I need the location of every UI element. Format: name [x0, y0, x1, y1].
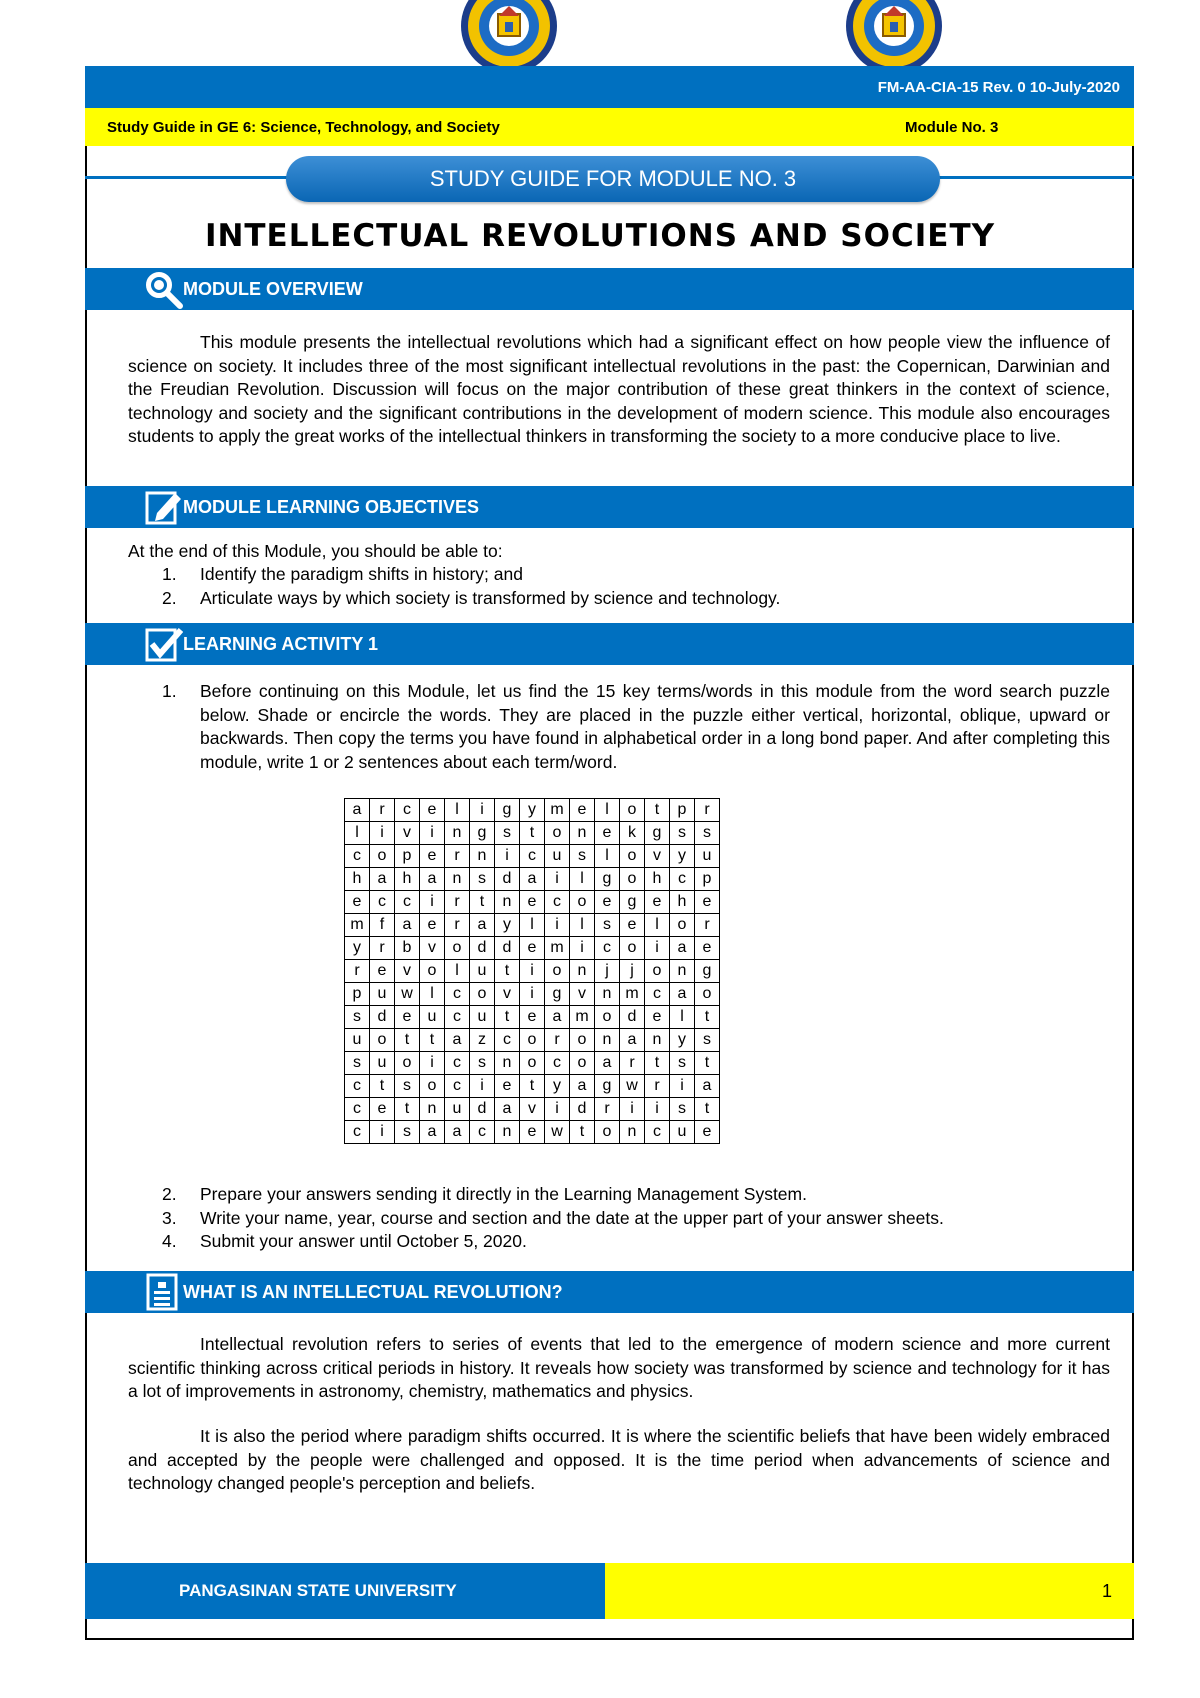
puzzle-cell: i — [645, 1098, 670, 1121]
puzzle-cell: p — [395, 845, 420, 868]
puzzle-cell: a — [595, 1052, 620, 1075]
puzzle-cell: l — [595, 845, 620, 868]
puzzle-cell: t — [420, 1029, 445, 1052]
pencil-note-icon — [143, 487, 183, 527]
puzzle-cell: y — [345, 937, 370, 960]
revolution-paragraph-1: Intellectual revolution refers to series of events that led to the emergence of modern science and more current scientific thinking across critical periods in history. It reveals how society was transformed by science and technology for it has a lot of improvements in astronomy, chemistry, mathematics and physics. — [128, 1334, 1110, 1401]
puzzle-cell: t — [695, 1052, 720, 1075]
puzzle-cell: i — [370, 822, 395, 845]
puzzle-cell: u — [470, 1006, 495, 1029]
puzzle-cell: e — [645, 1006, 670, 1029]
puzzle-cell: a — [420, 1121, 445, 1144]
puzzle-cell: d — [470, 1098, 495, 1121]
puzzle-cell: a — [445, 1029, 470, 1052]
puzzle-cell: r — [695, 914, 720, 937]
puzzle-cell: j — [620, 960, 645, 983]
puzzle-cell: w — [545, 1121, 570, 1144]
puzzle-cell: d — [495, 937, 520, 960]
puzzle-cell: u — [470, 960, 495, 983]
puzzle-cell: s — [395, 1121, 420, 1144]
puzzle-cell: t — [470, 891, 495, 914]
puzzle-cell: y — [670, 1029, 695, 1052]
puzzle-cell: a — [395, 914, 420, 937]
puzzle-cell: y — [545, 1075, 570, 1098]
university-seal-right — [844, 0, 944, 68]
puzzle-cell: e — [620, 914, 645, 937]
puzzle-cell: l — [445, 799, 470, 822]
puzzle-cell: r — [370, 937, 395, 960]
puzzle-cell: r — [620, 1052, 645, 1075]
list-item: 1. Before continuing on this Module, let us find the 15 key terms/words in this module from the word search puzzle below. Shade or encircle the words. They are placed in the puzzle either vertical, horizontal, oblique, upward or backwards. Then copy the terms you have found in alphabetical order in a long bond paper. And after completing this module, write 1 or 2 sentences about each term/word. — [162, 681, 1110, 772]
puzzle-cell: u — [420, 1006, 445, 1029]
puzzle-cell: o — [595, 1006, 620, 1029]
checkbox-icon — [143, 624, 183, 664]
section-activity-header — [85, 623, 1134, 665]
puzzle-row — [345, 799, 720, 822]
puzzle-cell: l — [670, 1006, 695, 1029]
puzzle-cell: u — [370, 1052, 395, 1075]
puzzle-cell: o — [520, 1029, 545, 1052]
puzzle-row — [345, 891, 720, 914]
puzzle-cell: w — [620, 1075, 645, 1098]
puzzle-cell: s — [345, 1052, 370, 1075]
puzzle-cell: c — [645, 983, 670, 1006]
puzzle-cell: t — [395, 1098, 420, 1121]
puzzle-cell: n — [670, 960, 695, 983]
university-seal-left — [459, 0, 559, 68]
banner-line-right — [936, 176, 1134, 179]
puzzle-cell: g — [645, 822, 670, 845]
puzzle-cell: m — [570, 1006, 595, 1029]
puzzle-cell: t — [695, 1098, 720, 1121]
puzzle-cell: s — [595, 914, 620, 937]
puzzle-cell: r — [445, 891, 470, 914]
puzzle-cell: i — [470, 1075, 495, 1098]
puzzle-cell: c — [345, 845, 370, 868]
puzzle-row — [345, 1052, 720, 1075]
puzzle-cell: c — [545, 1052, 570, 1075]
puzzle-row — [345, 868, 720, 891]
header-blue-bar — [85, 66, 1134, 108]
section-overview-header — [85, 268, 1134, 310]
puzzle-cell: o — [570, 1029, 595, 1052]
puzzle-cell: g — [470, 822, 495, 845]
puzzle-cell: i — [470, 799, 495, 822]
puzzle-cell: s — [670, 822, 695, 845]
puzzle-cell: t — [520, 1075, 545, 1098]
puzzle-cell: d — [470, 937, 495, 960]
puzzle-cell: e — [520, 891, 545, 914]
puzzle-cell: h — [395, 868, 420, 891]
puzzle-cell: v — [420, 937, 445, 960]
puzzle-cell: t — [495, 960, 520, 983]
puzzle-cell: g — [595, 1075, 620, 1098]
page-title: INTELLECTUAL REVOLUTIONS AND SOCIETY — [204, 218, 996, 254]
puzzle-cell: v — [570, 983, 595, 1006]
puzzle-cell: e — [695, 937, 720, 960]
puzzle-cell: z — [470, 1029, 495, 1052]
footer-university: PANGASINAN STATE UNIVERSITY — [179, 1581, 457, 1600]
puzzle-cell: v — [395, 822, 420, 845]
puzzle-cell: a — [570, 1075, 595, 1098]
puzzle-cell: s — [670, 1098, 695, 1121]
puzzle-cell: i — [370, 1121, 395, 1144]
puzzle-cell: h — [645, 868, 670, 891]
activity-steps — [128, 1183, 1110, 1254]
puzzle-cell: c — [520, 845, 545, 868]
puzzle-cell: u — [370, 983, 395, 1006]
study-guide-title: Study Guide in GE 6: Science, Technology, and Society — [107, 119, 500, 136]
module-number: Module No. 3 — [905, 119, 999, 136]
puzzle-cell: r — [595, 1098, 620, 1121]
puzzle-row — [345, 822, 720, 845]
puzzle-cell: o — [445, 937, 470, 960]
puzzle-cell: o — [570, 1052, 595, 1075]
page-number: 1 — [1101, 1581, 1112, 1601]
puzzle-cell: n — [420, 1098, 445, 1121]
puzzle-cell: f — [370, 914, 395, 937]
revolution-paragraph-2: It is also the period where paradigm shifts occurred. It is where the scientific beliefs that have been widely embraced and accepted by the people were challenged and opposed. It is the time period when advancements of science and technology changed people's perception and beliefs. — [128, 1426, 1110, 1493]
puzzle-cell: n — [445, 822, 470, 845]
puzzle-cell: e — [495, 1075, 520, 1098]
puzzle-cell: t — [645, 799, 670, 822]
puzzle-cell: l — [570, 868, 595, 891]
puzzle-cell: m — [345, 914, 370, 937]
puzzle-cell: g — [695, 960, 720, 983]
puzzle-row — [345, 1121, 720, 1144]
puzzle-cell: c — [445, 1052, 470, 1075]
puzzle-cell: d — [570, 1098, 595, 1121]
puzzle-row — [345, 845, 720, 868]
puzzle-cell: o — [420, 960, 445, 983]
objectives-list — [128, 563, 1110, 610]
puzzle-row — [345, 983, 720, 1006]
puzzle-cell: k — [620, 822, 645, 845]
puzzle-cell: o — [370, 845, 395, 868]
puzzle-cell: p — [695, 868, 720, 891]
puzzle-cell: t — [570, 1121, 595, 1144]
magnifier-icon — [143, 269, 183, 309]
puzzle-cell: t — [395, 1029, 420, 1052]
puzzle-cell: e — [370, 960, 395, 983]
puzzle-row — [345, 1098, 720, 1121]
puzzle-cell: e — [695, 1121, 720, 1144]
puzzle-cell: n — [570, 960, 595, 983]
puzzle-cell: r — [695, 799, 720, 822]
document-icon — [143, 1272, 183, 1312]
puzzle-cell: e — [395, 1006, 420, 1029]
puzzle-cell: d — [370, 1006, 395, 1029]
puzzle-cell: g — [495, 799, 520, 822]
puzzle-cell: o — [620, 937, 645, 960]
puzzle-row — [345, 1075, 720, 1098]
puzzle-cell: i — [620, 1098, 645, 1121]
puzzle-cell: j — [595, 960, 620, 983]
puzzle-cell: i — [520, 960, 545, 983]
puzzle-cell: n — [570, 822, 595, 845]
puzzle-cell: o — [470, 983, 495, 1006]
puzzle-cell: y — [495, 914, 520, 937]
puzzle-cell: o — [620, 799, 645, 822]
puzzle-cell: o — [520, 1052, 545, 1075]
footer-blue-bar — [85, 1563, 605, 1619]
puzzle-cell: c — [395, 891, 420, 914]
puzzle-cell: l — [595, 799, 620, 822]
puzzle-cell: i — [545, 1098, 570, 1121]
puzzle-cell: c — [345, 1121, 370, 1144]
puzzle-cell: r — [445, 845, 470, 868]
puzzle-cell: s — [670, 1052, 695, 1075]
puzzle-cell: a — [370, 868, 395, 891]
puzzle-cell: s — [470, 1052, 495, 1075]
puzzle-cell: l — [445, 960, 470, 983]
puzzle-cell: m — [620, 983, 645, 1006]
puzzle-cell: e — [695, 891, 720, 914]
puzzle-cell: e — [370, 1098, 395, 1121]
footer-yellow-bar — [605, 1563, 1134, 1619]
puzzle-cell: e — [345, 891, 370, 914]
puzzle-cell: i — [545, 868, 570, 891]
puzzle-row — [345, 960, 720, 983]
puzzle-cell: h — [670, 891, 695, 914]
university-seal-icon — [844, 0, 944, 68]
list-item: 2. Prepare your answers sending it directly in the Learning Management System. — [162, 1184, 807, 1204]
puzzle-cell: n — [445, 868, 470, 891]
puzzle-cell: r — [345, 960, 370, 983]
puzzle-cell: l — [345, 822, 370, 845]
university-seal-icon — [459, 0, 559, 68]
puzzle-cell: n — [495, 1121, 520, 1144]
puzzle-cell: c — [670, 868, 695, 891]
puzzle-cell: e — [520, 937, 545, 960]
puzzle-cell: p — [345, 983, 370, 1006]
puzzle-cell: i — [545, 914, 570, 937]
banner-line-left — [85, 176, 290, 179]
objectives-intro: At the end of this Module, you should be able to: — [128, 541, 503, 561]
puzzle-row — [345, 937, 720, 960]
puzzle-cell: m — [545, 937, 570, 960]
puzzle-cell: s — [395, 1075, 420, 1098]
puzzle-cell: n — [645, 1029, 670, 1052]
puzzle-cell: a — [345, 799, 370, 822]
puzzle-row — [345, 1029, 720, 1052]
puzzle-cell: t — [520, 822, 545, 845]
puzzle-cell: a — [620, 1029, 645, 1052]
puzzle-cell: i — [420, 822, 445, 845]
puzzle-cell: a — [445, 1121, 470, 1144]
puzzle-cell: o — [595, 1121, 620, 1144]
puzzle-cell: p — [670, 799, 695, 822]
puzzle-cell: u — [695, 845, 720, 868]
puzzle-cell: i — [420, 1052, 445, 1075]
puzzle-cell: y — [520, 799, 545, 822]
puzzle-cell: i — [670, 1075, 695, 1098]
puzzle-cell: a — [670, 983, 695, 1006]
puzzle-cell: h — [345, 868, 370, 891]
puzzle-cell: c — [645, 1121, 670, 1144]
puzzle-cell: v — [645, 845, 670, 868]
section-activity-title: LEARNING ACTIVITY 1 — [183, 634, 379, 654]
puzzle-cell: t — [370, 1075, 395, 1098]
puzzle-cell: o — [695, 983, 720, 1006]
puzzle-cell: r — [645, 1075, 670, 1098]
puzzle-cell: u — [345, 1029, 370, 1052]
puzzle-cell: b — [395, 937, 420, 960]
puzzle-cell: d — [495, 868, 520, 891]
puzzle-cell: o — [370, 1029, 395, 1052]
puzzle-cell: o — [545, 822, 570, 845]
form-code: FM-AA-CIA-15 Rev. 0 10-July-2020 — [877, 79, 1120, 96]
puzzle-cell: e — [420, 799, 445, 822]
list-item: 1. Identify the paradigm shifts in history; and — [162, 564, 523, 584]
puzzle-cell: e — [520, 1121, 545, 1144]
puzzle-cell: e — [570, 799, 595, 822]
puzzle-cell: c — [545, 891, 570, 914]
puzzle-cell: e — [595, 891, 620, 914]
puzzle-cell: v — [495, 983, 520, 1006]
puzzle-cell: n — [595, 983, 620, 1006]
puzzle-cell: a — [520, 868, 545, 891]
puzzle-cell: s — [695, 822, 720, 845]
puzzle-cell: s — [345, 1006, 370, 1029]
puzzle-cell: l — [420, 983, 445, 1006]
list-item: 4. Submit your answer until October 5, 2020. — [162, 1231, 527, 1251]
puzzle-cell: r — [545, 1029, 570, 1052]
puzzle-cell: r — [370, 799, 395, 822]
puzzle-cell: l — [520, 914, 545, 937]
puzzle-cell: l — [570, 914, 595, 937]
puzzle-cell: c — [395, 799, 420, 822]
puzzle-cell: e — [420, 914, 445, 937]
puzzle-cell: d — [620, 1006, 645, 1029]
puzzle-cell: g — [545, 983, 570, 1006]
puzzle-cell: s — [570, 845, 595, 868]
puzzle-cell: o — [570, 891, 595, 914]
puzzle-cell: m — [545, 799, 570, 822]
puzzle-cell: t — [645, 1052, 670, 1075]
puzzle-cell: i — [420, 891, 445, 914]
puzzle-cell: i — [570, 937, 595, 960]
puzzle-cell: o — [395, 1052, 420, 1075]
puzzle-cell: o — [670, 914, 695, 937]
puzzle-cell: o — [620, 868, 645, 891]
puzzle-row — [345, 1006, 720, 1029]
puzzle-cell: n — [495, 891, 520, 914]
puzzle-cell: s — [495, 822, 520, 845]
puzzle-cell: c — [345, 1075, 370, 1098]
puzzle-cell: i — [520, 983, 545, 1006]
puzzle-cell: a — [670, 937, 695, 960]
puzzle-cell: c — [445, 1075, 470, 1098]
list-item: 3. Write your name, year, course and section and the date at the upper part of your answer sheets. — [162, 1207, 944, 1228]
puzzle-row — [345, 914, 720, 937]
section-overview-title: MODULE OVERVIEW — [183, 279, 363, 299]
word-search-puzzle — [344, 798, 720, 1144]
puzzle-cell: e — [645, 891, 670, 914]
puzzle-cell: a — [695, 1075, 720, 1098]
puzzle-cell: a — [470, 914, 495, 937]
puzzle-cell: a — [420, 868, 445, 891]
list-item: 2. Articulate ways by which society is transformed by science and technology. — [162, 587, 781, 608]
puzzle-cell: i — [495, 845, 520, 868]
puzzle-cell: r — [445, 914, 470, 937]
puzzle-cell: o — [420, 1075, 445, 1098]
puzzle-cell: v — [520, 1098, 545, 1121]
puzzle-cell: s — [695, 1029, 720, 1052]
puzzle-cell: c — [470, 1121, 495, 1144]
puzzle-cell: w — [395, 983, 420, 1006]
puzzle-cell: c — [445, 1006, 470, 1029]
puzzle-cell: e — [420, 845, 445, 868]
puzzle-cell: a — [545, 1006, 570, 1029]
section-objectives-header — [85, 486, 1134, 528]
section-revolution-header — [85, 1271, 1134, 1313]
puzzle-cell: y — [670, 845, 695, 868]
puzzle-cell: t — [695, 1006, 720, 1029]
puzzle-cell: o — [645, 960, 670, 983]
puzzle-cell: c — [370, 891, 395, 914]
puzzle-cell: g — [620, 891, 645, 914]
puzzle-cell: o — [545, 960, 570, 983]
puzzle-cell: c — [495, 1029, 520, 1052]
section-objectives-title: MODULE LEARNING OBJECTIVES — [183, 497, 480, 517]
overview-paragraph: This module presents the intellectual revolutions which had a significant effect on how people view the influence of science on society. It includes three of the most significant intellectual revolutions in the past: the Copernican, Darwinian and the Freudian Revolution. Discussion will focus on the major contribution of these great thinkers in the context of science, technology and society and the significant contributions in the development of modern science. This module also encourages students to apply the great works of the intellectual thinkers in transforming the society to a more conducive place to live. — [128, 332, 1110, 446]
activity-instructions — [128, 680, 1110, 774]
puzzle-cell: u — [545, 845, 570, 868]
puzzle-cell: e — [595, 822, 620, 845]
banner-title: STUDY GUIDE FOR MODULE NO. 3 — [286, 156, 940, 202]
puzzle-cell: s — [470, 868, 495, 891]
puzzle-cell: i — [645, 937, 670, 960]
puzzle-cell: v — [395, 960, 420, 983]
puzzle-cell: a — [495, 1098, 520, 1121]
puzzle-cell: o — [620, 845, 645, 868]
puzzle-cell: n — [595, 1029, 620, 1052]
puzzle-cell: n — [470, 845, 495, 868]
puzzle-cell: u — [445, 1098, 470, 1121]
puzzle-cell: u — [670, 1121, 695, 1144]
puzzle-cell: e — [520, 1006, 545, 1029]
puzzle-cell: n — [495, 1052, 520, 1075]
puzzle-cell: l — [645, 914, 670, 937]
puzzle-cell: c — [345, 1098, 370, 1121]
puzzle-cell: g — [595, 868, 620, 891]
puzzle-cell: c — [445, 983, 470, 1006]
header-yellow-bar — [85, 108, 1134, 146]
puzzle-cell: c — [595, 937, 620, 960]
puzzle-cell: t — [495, 1006, 520, 1029]
section-revolution-title: WHAT IS AN INTELLECTUAL REVOLUTION? — [183, 1282, 563, 1302]
puzzle-cell: n — [620, 1121, 645, 1144]
